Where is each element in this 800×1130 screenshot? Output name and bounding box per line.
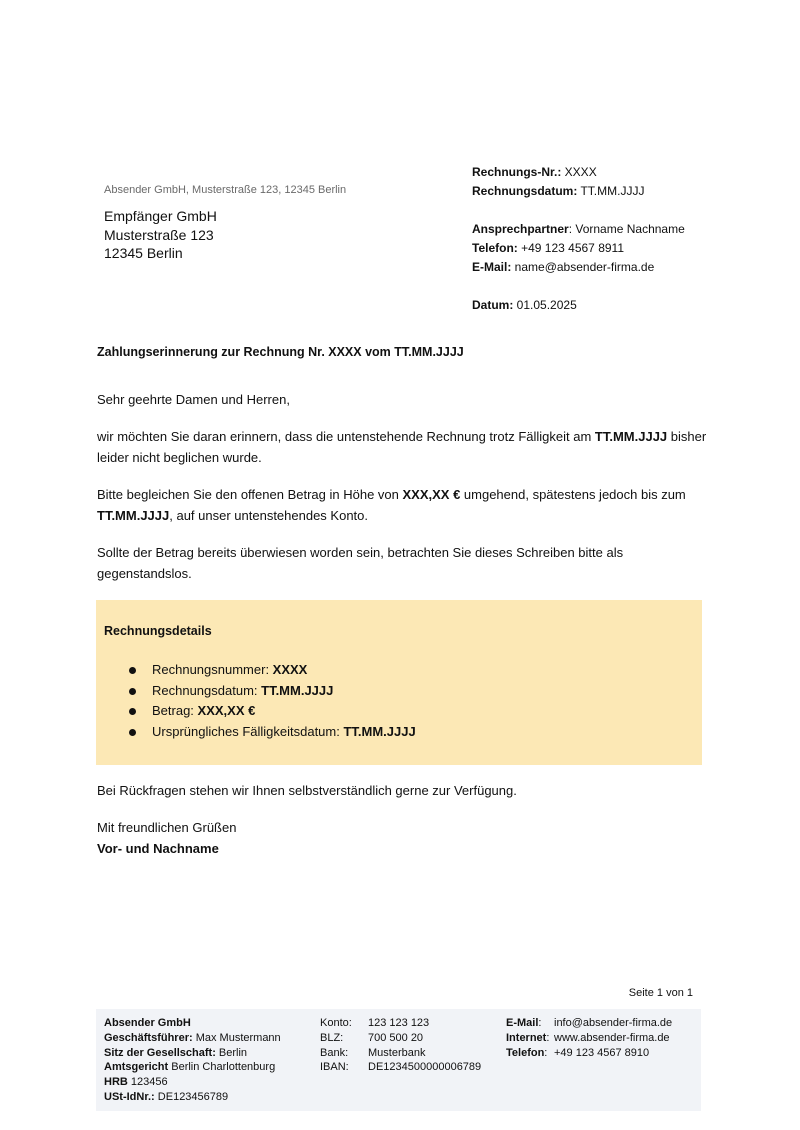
footer-bank-label: BLZ: xyxy=(320,1031,344,1044)
contact-person-value: : Vorname Nachname xyxy=(568,222,685,236)
paragraph-text: Bitte begleichen Sie den offenen Betrag in Höhe von xyxy=(97,487,403,502)
due-date: TT.MM.JJJJ xyxy=(594,429,668,444)
detail-value: TT.MM.JJJJ xyxy=(343,723,416,739)
invoice-date-label: Rechnungsdatum: xyxy=(472,184,578,198)
bullet-icon xyxy=(129,688,136,695)
phone-label: Telefon: xyxy=(472,241,518,255)
list-item xyxy=(96,681,416,702)
paragraph-text: umgehend, spätestens jedoch bis zum xyxy=(460,487,686,502)
footer-website-value: www.absender-firma.de xyxy=(554,1031,670,1044)
footer-bank-value: Musterbank xyxy=(368,1046,426,1059)
letter-subject: Zahlungserinnerung zur Rechnung Nr. XXXX vom TT.MM.JJJJ xyxy=(97,345,464,359)
signature-name: Vor- und Nachname xyxy=(97,841,219,856)
recipient-address xyxy=(104,207,217,263)
date-value: 01.05.2025 xyxy=(513,298,577,312)
email-value: name@absender-firma.de xyxy=(511,260,655,274)
page-number: Seite 1 von 1 xyxy=(628,987,693,999)
footer-hrb-label: HRB xyxy=(104,1076,128,1089)
footer-seat-value: Berlin xyxy=(215,1046,248,1059)
separator: : xyxy=(544,1046,548,1059)
footer-bank-label: Bank: xyxy=(320,1046,349,1059)
detail-label: Rechnungsnummer: xyxy=(152,662,273,677)
recipient-city: 12345 Berlin xyxy=(104,245,183,261)
footer-bank-info xyxy=(320,1016,481,1075)
footer-email-value: info@absender-firma.de xyxy=(554,1017,673,1029)
detail-value: XXXX xyxy=(272,662,308,677)
payment-deadline: TT.MM.JJJJ xyxy=(97,507,170,523)
footer-company-name: Absender GmbH xyxy=(104,1017,191,1029)
footer-bank-label: IBAN: xyxy=(320,1061,349,1074)
footer-hrb-value: 123456 xyxy=(127,1076,168,1089)
invoice-details-box xyxy=(96,600,702,765)
bullet-icon xyxy=(129,667,136,674)
paragraph-payment-request xyxy=(97,485,707,526)
regards: Mit freundlichen Grüßen xyxy=(97,820,237,835)
footer-bank-value: DE1234500000006789 xyxy=(368,1061,482,1074)
date-label: Datum: xyxy=(472,298,514,312)
closing-text: Bei Rückfragen stehen wir Ihnen selbstverständlich gerne zur Verfügung. xyxy=(97,783,517,798)
footer-contact-info xyxy=(506,1016,672,1060)
email-row xyxy=(472,258,685,277)
paragraph-already-paid: Sollte der Betrag bereits überwiesen worden sein, betrachten Sie dieses Schreiben bitte als gegenstandslos. xyxy=(97,545,624,581)
detail-value: TT.MM.JJJJ xyxy=(261,682,334,698)
footer-court-label: Amtsgericht xyxy=(104,1061,169,1074)
footer-court-value: Berlin Charlottenburg xyxy=(168,1061,276,1074)
footer-contact-label: Telefon xyxy=(506,1046,545,1059)
footer-seat-label: Sitz der Gesellschaft: xyxy=(104,1046,216,1059)
invoice-details-title: Rechnungsdetails xyxy=(104,624,212,638)
salutation: Sehr geehrte Damen und Herren, xyxy=(97,392,290,407)
phone-row xyxy=(472,239,685,258)
footer-ceo-value: Max Mustermann xyxy=(192,1031,281,1044)
footer-bank-label: Konto: xyxy=(320,1017,352,1029)
open-amount: XXX,XX € xyxy=(402,487,461,502)
footer xyxy=(96,1009,701,1111)
invoice-number-row xyxy=(472,163,685,182)
detail-value: XXX,XX € xyxy=(197,703,256,718)
footer-vat-label: USt-IdNr.: xyxy=(104,1090,155,1103)
detail-label: Rechnungsdatum: xyxy=(152,682,262,698)
list-item xyxy=(96,660,416,681)
footer-contact-label: Internet xyxy=(506,1031,547,1044)
separator: : xyxy=(538,1017,542,1029)
bullet-icon xyxy=(129,708,136,715)
footer-bank-value: 700 500 20 xyxy=(368,1031,424,1044)
detail-label: Ursprüngliches Fälligkeitsdatum: xyxy=(152,723,344,739)
list-item xyxy=(96,722,416,743)
list-item xyxy=(96,701,416,722)
invoice-number-label: Rechnungs-Nr.: xyxy=(472,165,562,179)
recipient-name: Empfänger GmbH xyxy=(104,208,217,224)
footer-company-info xyxy=(104,1016,281,1105)
paragraph-reminder xyxy=(97,427,707,468)
contact-person-row xyxy=(472,220,685,239)
footer-phone-value: +49 123 4567 8910 xyxy=(554,1046,650,1059)
bullet-icon xyxy=(129,729,136,736)
contact-person-label: Ansprechpartner xyxy=(472,222,569,236)
detail-label: Betrag: xyxy=(152,703,198,718)
paragraph-text: wir möchten Sie daran erinnern, dass die untenstehende Rechnung trotz Fälligkeit am xyxy=(97,429,595,444)
invoice-date-value: TT.MM.JJJJ xyxy=(577,184,645,198)
footer-bank-value: 123 123 123 xyxy=(368,1017,430,1029)
footer-vat-value: DE123456789 xyxy=(154,1090,229,1103)
invoice-meta xyxy=(472,163,685,315)
invoice-details-list xyxy=(96,660,416,742)
invoice-date-row xyxy=(472,182,685,201)
sender-return-address: Absender GmbH, Musterstraße 123, 12345 Berlin xyxy=(104,184,347,196)
phone-value: +49 123 4567 8911 xyxy=(517,241,624,255)
recipient-street: Musterstraße 123 xyxy=(104,226,214,243)
footer-contact-label: E-Mail xyxy=(506,1017,539,1029)
email-label: E-Mail: xyxy=(472,260,512,274)
invoice-number-value: XXXX xyxy=(561,165,597,179)
separator: : xyxy=(546,1031,550,1044)
footer-ceo-label: Geschäftsführer: xyxy=(104,1031,193,1044)
paragraph-text: , auf unser untenstehendes Konto. xyxy=(169,507,369,523)
paragraph-text: bisher leider nicht beglichen wurde. xyxy=(97,429,707,465)
date-row xyxy=(472,296,685,315)
